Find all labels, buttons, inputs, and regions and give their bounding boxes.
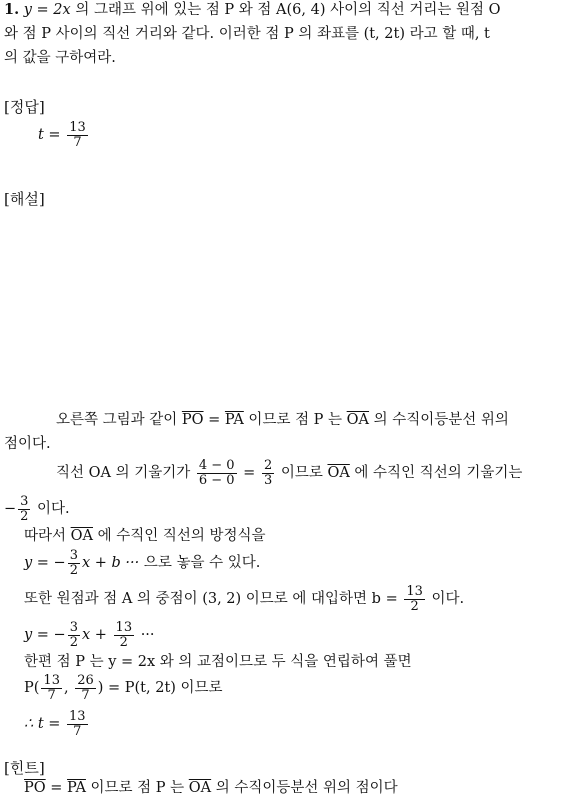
solution-text: 오른쪽 그림과 같이	[56, 412, 182, 428]
solution-text: 이다.	[32, 501, 70, 517]
fraction-numerator: 2	[263, 457, 273, 473]
solution-line-7	[24, 581, 464, 617]
hint-line	[24, 778, 398, 798]
solution-text: 점이다.	[4, 436, 51, 452]
minus-sign: −	[4, 501, 17, 517]
solution-line-9	[24, 652, 412, 672]
figure-area	[20, 215, 550, 395]
segment-pa: $\overline{PA}$	[67, 780, 86, 796]
solution-label: [해설]	[4, 190, 45, 208]
fraction-denominator: 2	[69, 562, 78, 578]
comma: ,	[63, 680, 74, 696]
equation-text: ···	[136, 627, 155, 643]
fraction-denominator: 2	[119, 634, 128, 650]
point-x-fraction	[41, 674, 62, 702]
segment-oa: $\overline{OA}$	[346, 412, 370, 428]
fraction-numerator: 26	[77, 672, 94, 688]
equation-text: y = −	[24, 555, 66, 571]
conclusion-fraction	[67, 710, 88, 738]
problem-text-3: 의 값을 구하여라.	[4, 50, 116, 66]
segment-po: $\overline{PO}$	[24, 780, 46, 796]
equals-sign: =	[238, 465, 260, 481]
problem-line-2	[4, 24, 490, 44]
solution-text: 의 수직이등분선 위의	[369, 412, 509, 428]
point-text: ) = P(t, 2t) 이므로	[97, 680, 223, 696]
solution-text: 으로 놓을 수 있다.	[143, 555, 261, 571]
equation-text: y = −	[24, 627, 66, 643]
solution-text: 에 수직인 직선의 방정식을	[93, 528, 266, 544]
solution-line-3	[56, 455, 522, 491]
equals-sign: =	[45, 780, 68, 796]
answer-expression	[38, 118, 90, 152]
solution-text: 직선 OA 의 기울기가	[56, 465, 195, 481]
answer-label: [정답]	[4, 98, 45, 116]
solution-line-10	[24, 670, 223, 706]
solution-line-5	[24, 526, 266, 546]
problem-text-2: 와 점 P 사이의 직선 거리와 같다. 이러한 점 P 의 좌표를 (t, 2t) 라고 할 때, t	[4, 26, 490, 42]
equation-fraction	[68, 621, 80, 649]
fraction-denominator: 7	[73, 723, 82, 739]
segment-oa: $\overline{OA}$	[70, 528, 93, 544]
solution-text: 이므로	[276, 465, 328, 481]
point-y-fraction	[75, 674, 96, 702]
fraction-denominator: 3	[263, 472, 273, 488]
fraction-numerator: 3	[69, 619, 78, 635]
solution-text: 또한 원점과 점 A 의 중점이 (3, 2) 이므로	[24, 591, 293, 607]
solution-text: 이다.	[426, 591, 465, 607]
solution-line-1	[56, 410, 509, 430]
fraction-numerator: 13	[406, 583, 423, 599]
equation-fraction	[114, 621, 135, 649]
fraction-denominator: 2	[410, 598, 419, 614]
solution-text: 이므로 점 P 는	[243, 412, 347, 428]
intercept-fraction	[404, 585, 425, 613]
fraction-denominator: 2	[69, 634, 78, 650]
equals-sign: =	[203, 412, 225, 428]
segment-po: $\overline{PO}$	[181, 412, 204, 428]
solution-line-2	[4, 434, 51, 454]
conclusion-text: ∴ t =	[24, 716, 66, 732]
solution-line-4	[4, 491, 70, 527]
problem-line-1	[4, 0, 501, 20]
hint-text: 이므로 점 P 는	[85, 780, 189, 796]
answer-fraction	[67, 121, 88, 149]
point-text: P(	[24, 680, 40, 696]
segment-pa: $\overline{PA}$	[224, 412, 244, 428]
fraction-denominator: 7	[81, 687, 90, 703]
problem-number: 1.	[4, 1, 20, 18]
fraction-denominator: 2	[20, 508, 29, 524]
fraction-denominator: 6 − 0	[198, 472, 235, 488]
fraction-numerator: 3	[20, 493, 29, 509]
segment-oa: $\overline{OA}$	[188, 780, 212, 796]
fraction-numerator: 13	[43, 672, 60, 688]
slope-fraction	[197, 459, 237, 487]
solution-line-8	[24, 617, 155, 653]
equation-fraction	[68, 549, 80, 577]
solution-line-11	[24, 706, 90, 742]
solution-text: 의 교점이므로 두 식을 연립하여 풀면	[178, 654, 412, 670]
solution-text: 따라서	[24, 528, 71, 544]
hint-text: 의 수직이등분선 위의 점이다	[211, 780, 398, 796]
solution-line-6	[24, 545, 260, 581]
solution-text: 에 대입하면 b =	[292, 591, 403, 607]
solution-text: 한편 점 P 는 y = 2x 와	[24, 654, 179, 670]
hint-label: [힌트]	[4, 759, 45, 777]
fraction-numerator: 13	[115, 619, 133, 635]
segment-oa: $\overline{OA}$	[327, 465, 350, 481]
equation-text: x + b ···	[82, 555, 144, 571]
perpendicular-slope-fraction	[18, 495, 30, 523]
equation-text: x +	[82, 627, 112, 643]
problem-line-3	[4, 48, 116, 68]
problem-text-1: 의 그래프 위에 있는 점 P 와 점 A(6, 4) 사이의 직선 거리는 원점 O	[70, 2, 501, 18]
answer-lhs: t =	[38, 127, 61, 143]
problem-equation: y = 2x	[23, 2, 71, 18]
answer-numerator: 13	[69, 119, 86, 135]
solution-text: 에 수직인 직선의 기울기는	[349, 465, 523, 481]
fraction-numerator: 13	[69, 708, 86, 724]
answer-denominator: 7	[73, 134, 82, 150]
fraction-denominator: 7	[47, 687, 56, 703]
slope-value-fraction	[262, 459, 274, 487]
fraction-numerator: 4 − 0	[198, 457, 235, 473]
fraction-numerator: 3	[69, 547, 78, 563]
